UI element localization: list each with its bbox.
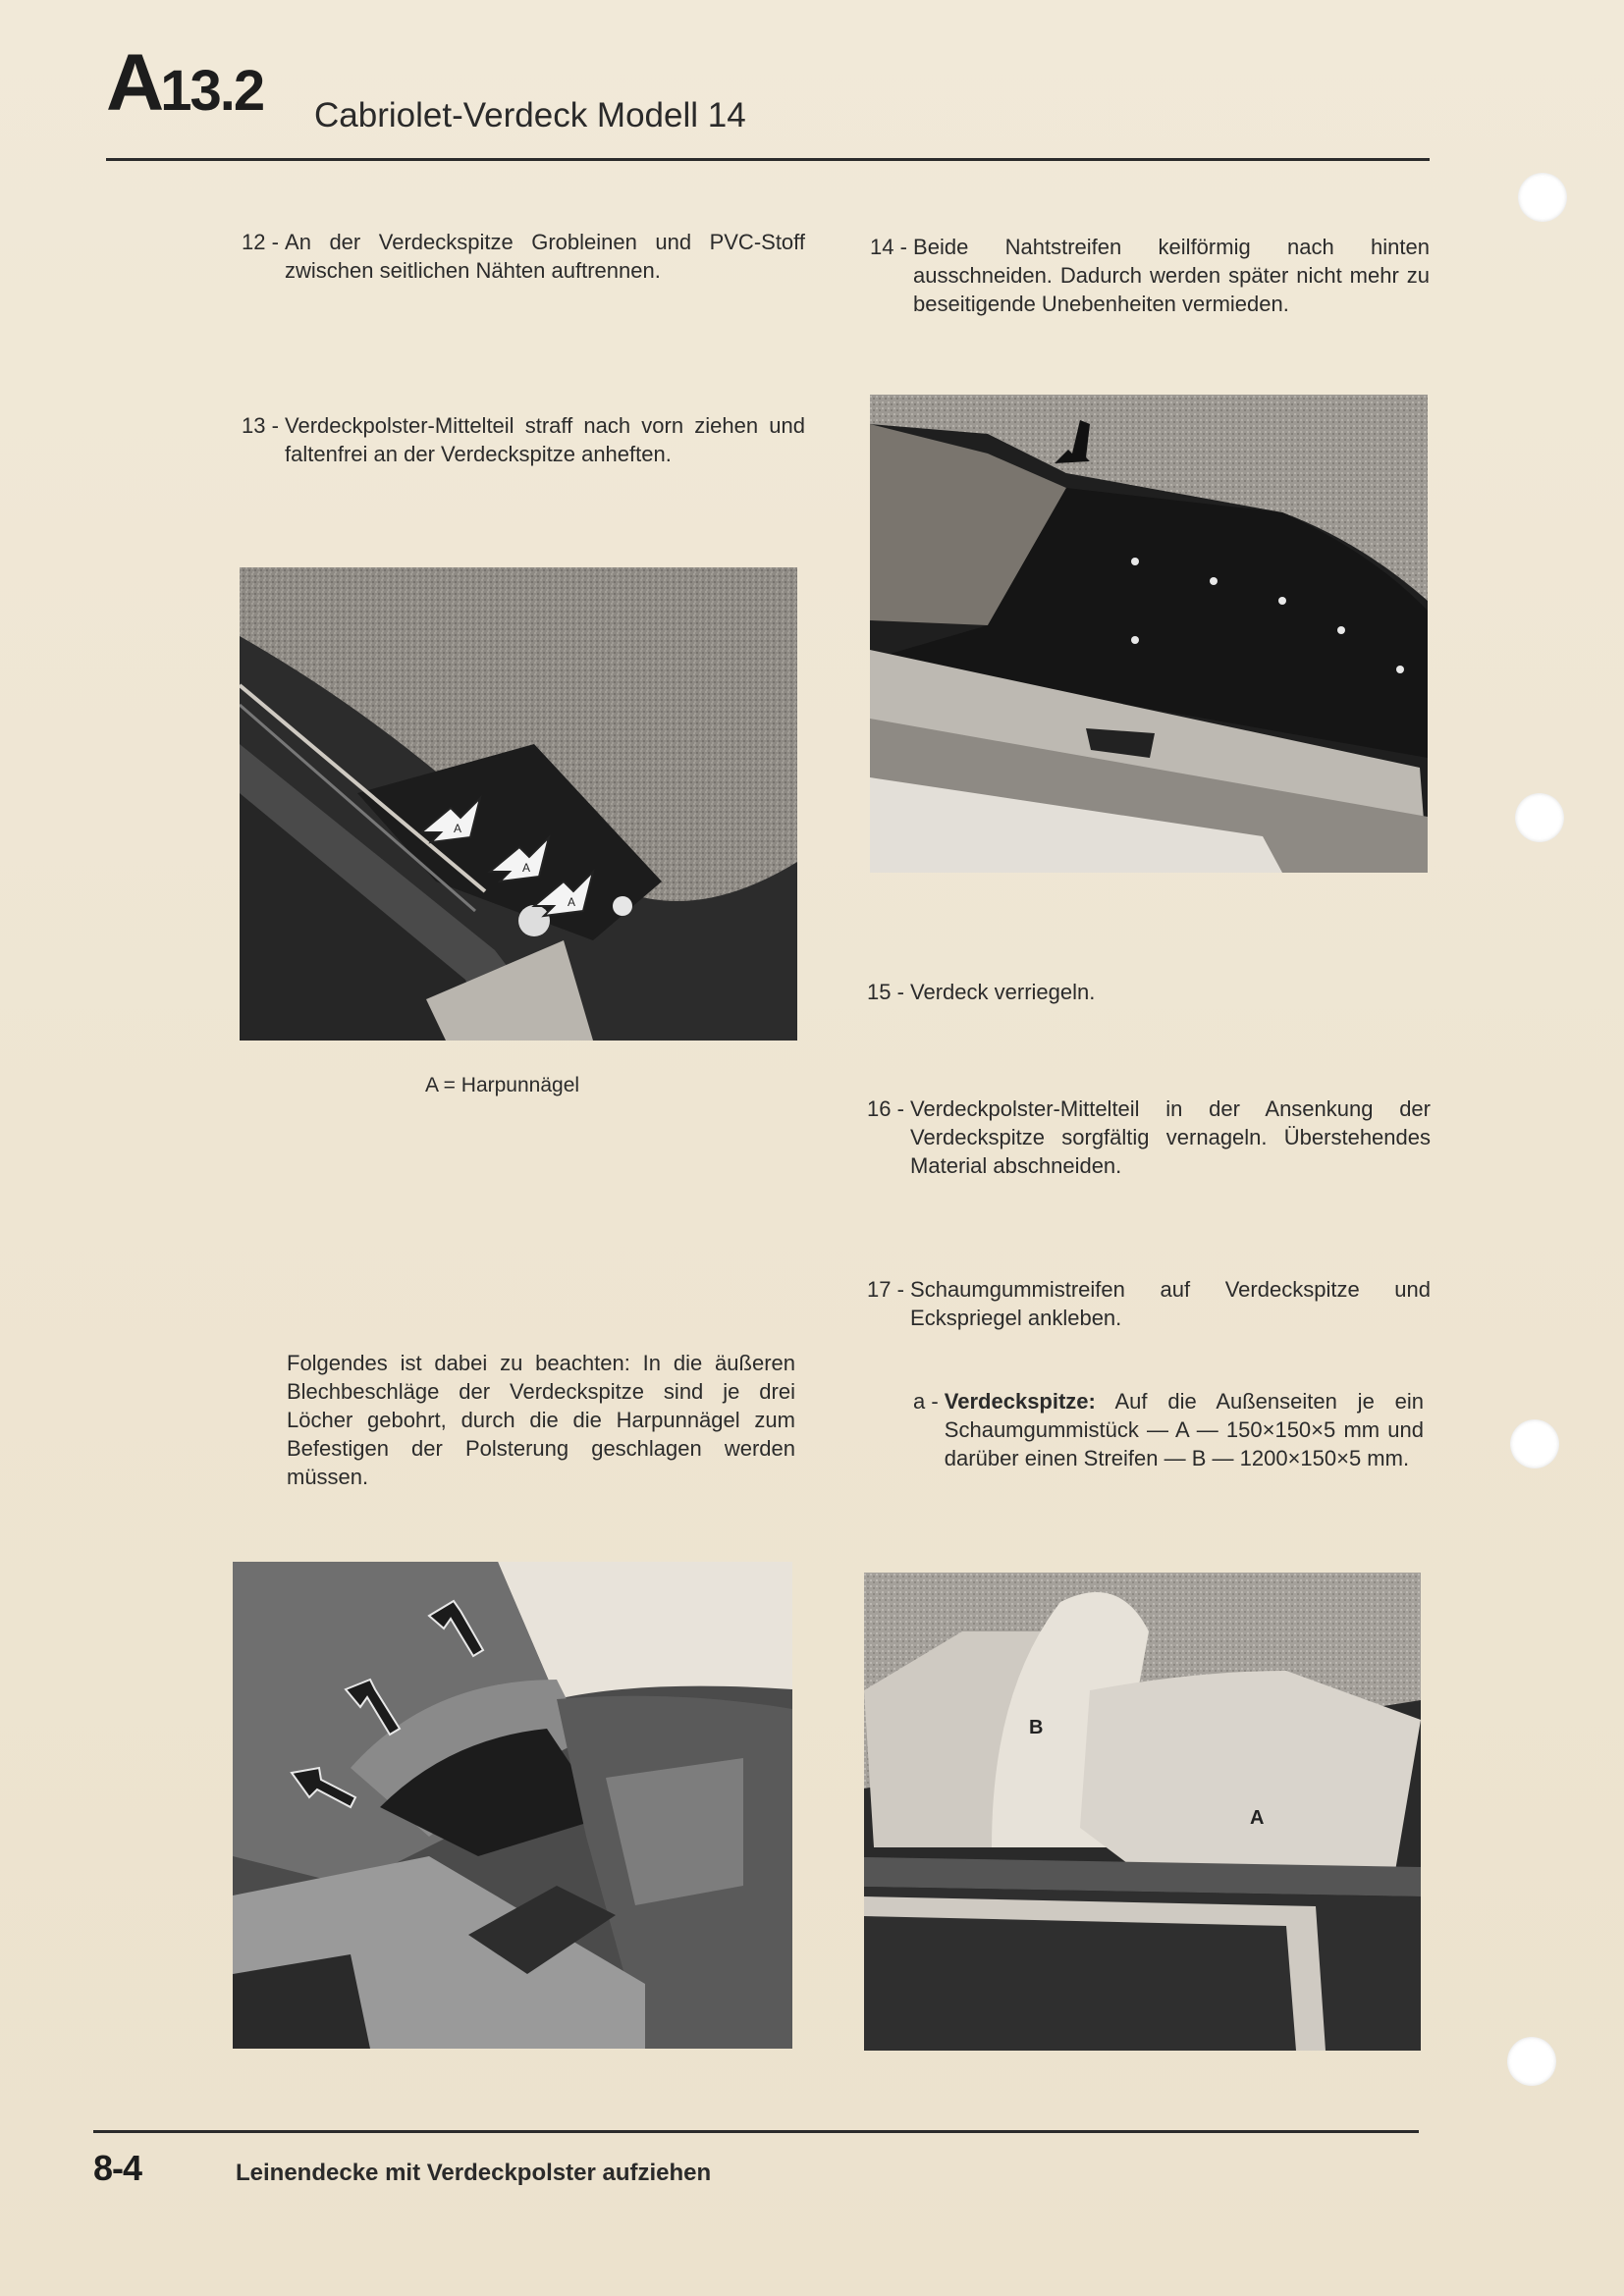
page-number: 8-4 (93, 2148, 142, 2188)
chapter-subnumber: 13.2 (160, 59, 264, 123)
step-15 (867, 978, 1431, 1006)
step-text (945, 1387, 1424, 1472)
foam-label-b: B (1029, 1717, 1044, 1738)
step-number: 13 - (242, 413, 286, 438)
step-13 (242, 411, 805, 468)
page-title: Cabriolet-Verdeck Modell 14 (314, 96, 746, 134)
arrow-label-a: A (522, 861, 531, 875)
footer-rule (93, 2130, 1419, 2133)
step-text: Verdeckpolster-Mittelteil in der Ansenkung der Verdeckspitze sorgfältig vernageln. Überstehendes Material abschneiden. (910, 1096, 1431, 1178)
photo-harpoon-nails (240, 567, 797, 1041)
step-14 (870, 233, 1430, 318)
step-text: Schaumgummistreifen auf Verdeckspitze und Eckspriegel ankleben. (910, 1277, 1431, 1330)
photo-2-image (870, 395, 1428, 873)
footer-title: Leinendecke mit Verdeckpolster aufziehen (236, 2160, 712, 2186)
foam-label-a: A (1250, 1807, 1265, 1829)
photo-1-image (240, 567, 797, 1041)
binder-hole (1507, 2037, 1556, 2086)
step-number: 16 - (867, 1096, 911, 1121)
step-number: 15 - (867, 980, 911, 1004)
step-17 (867, 1275, 1431, 1332)
step-number: 17 - (867, 1277, 911, 1302)
chapter-number (106, 37, 263, 130)
step-number: 12 - (242, 230, 286, 254)
note-paragraph: Folgendes ist dabei zu beachten: In die äußeren Blechbeschläge der Verdeckspitze sind je drei Löcher gebohrt, durch die die Harpunnägel zum Befestigen der Polsterung geschlagen werden müssen. (287, 1351, 795, 1489)
step-17a (913, 1387, 1424, 1472)
photo-drilled-holes (233, 1562, 792, 2049)
step-text: Verdeck verriegeln. (910, 980, 1096, 1004)
step-16 (867, 1095, 1431, 1180)
binder-hole (1510, 1419, 1559, 1468)
step-number: 14 - (870, 235, 914, 259)
photo-3-image (233, 1562, 792, 2049)
step-number: a - (913, 1389, 945, 1414)
header-rule (106, 158, 1430, 161)
photo-caption-harpoon: A = Harpunnägel (425, 1074, 580, 1096)
step-12 (242, 228, 805, 285)
chapter-letter: A (106, 38, 161, 128)
arrow-label-a: A (454, 822, 462, 835)
step-text: Beide Nahtstreifen keilförmig nach hinten ausschneiden. Dadurch werden später nicht mehr zu beseitigende Unebenheiten vermieden. (913, 235, 1430, 316)
binder-hole (1515, 793, 1564, 842)
substep-label: Verdeckspitze: (944, 1389, 1096, 1414)
substep-text: Auf die Außenseiten je ein Schaumgummistück — A — 150×150×5 mm und darüber einen Streifen — B — 1200×150×5 mm. (944, 1389, 1424, 1470)
photo-foam-strips (864, 1573, 1421, 2051)
step-text: An der Verdeckspitze Grobleinen und PVC-Stoff zwischen seitlichen Nähten auftrennen. (285, 230, 805, 283)
binder-hole (1518, 173, 1567, 222)
arrow-label-a: A (568, 895, 576, 909)
photo-4-image (864, 1573, 1421, 2051)
photo-seam-strips (870, 395, 1428, 873)
step-text: Verdeckpolster-Mittelteil straff nach vorn ziehen und faltenfrei an der Verdeckspitze anheften. (285, 413, 805, 466)
